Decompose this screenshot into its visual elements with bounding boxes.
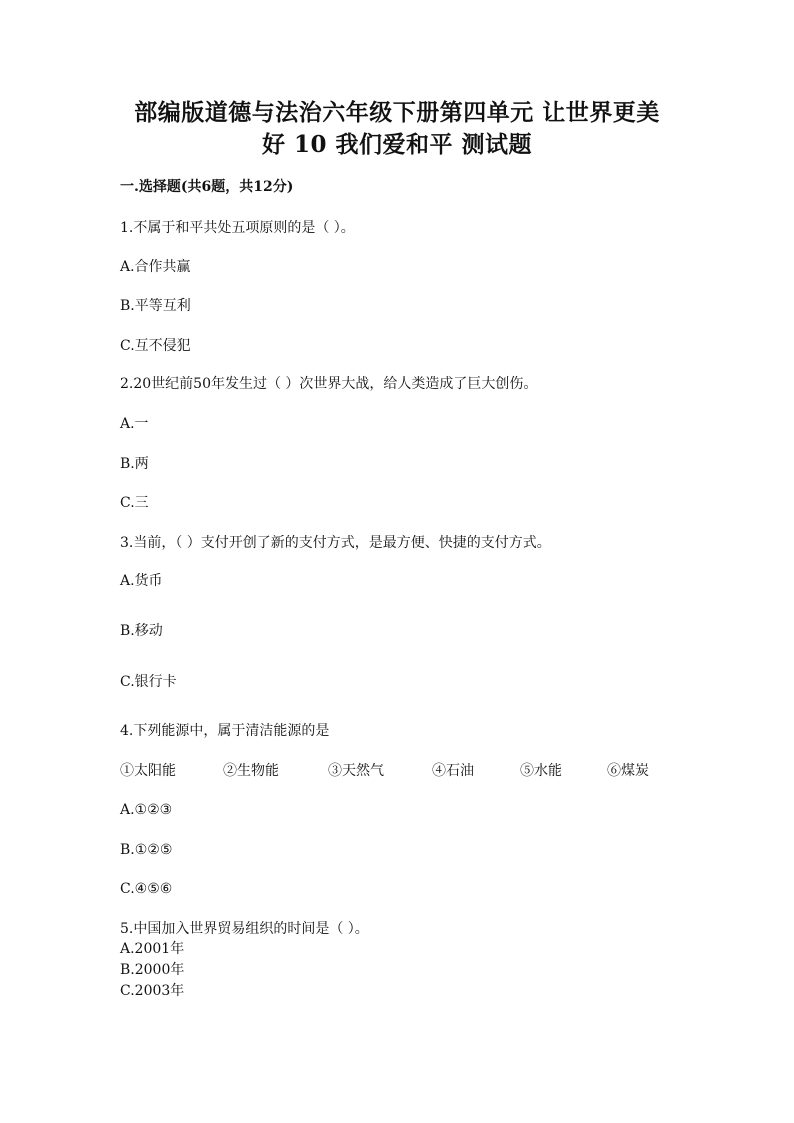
question-4-stem: 4.下列能源中，属于清洁能源的是 [120,723,330,739]
question-1-option-a: A.合作共赢 [120,259,191,275]
question-4-energy-list [0,762,794,780]
question-4-option-a: A.①②③ [120,802,173,818]
question-3-option-c: C.银行卡 [120,674,177,690]
question-2-option-b: B.两 [120,456,149,472]
energy-item-6: ⑥煤炭 [607,763,649,779]
question-4-option-b: B.①②⑤ [120,842,173,858]
question-2-option-a: A.一 [120,416,149,432]
question-3-option-a: A.货币 [120,573,163,589]
question-5-option-a: A.2001年 [120,941,185,957]
question-1-option-c: C.互不侵犯 [120,338,191,354]
question-5-option-c: C.2003年 [120,983,185,999]
question-2-stem: 2.20世纪前50年发生过（ ）次世界大战，给人类造成了巨大创伤。 [120,376,538,392]
question-3-stem: 3.当前，（ ）支付开创了新的支付方式，是最方便、快捷的支付方式。 [120,535,551,551]
energy-item-4: ④石油 [432,763,474,779]
question-3-option-b: B.移动 [120,623,163,639]
energy-item-2: ②生物能 [223,763,279,779]
question-5-option-b: B.2000年 [120,962,185,978]
energy-item-3: ③天然气 [328,763,384,779]
question-4-option-c: C.④⑤⑥ [120,881,173,897]
page-title-line-1: 部编版道德与法治六年级下册第四单元 让世界更美 [134,99,660,126]
page-title-line-2: 好 10 我们爱和平 测试题 [261,131,533,158]
question-1-stem: 1.不属于和平共处五项原则的是（ ）。 [120,220,355,236]
energy-item-5: ⑤水能 [520,763,562,779]
energy-item-1: ①太阳能 [120,763,176,779]
question-2-option-c: C.三 [120,495,149,511]
question-5-stem: 5.中国加入世界贸易组织的时间是（ ）。 [120,921,369,937]
question-1-option-b: B.平等互利 [120,298,191,314]
section-heading: 一.选择题(共6题，共12分) [120,179,294,195]
